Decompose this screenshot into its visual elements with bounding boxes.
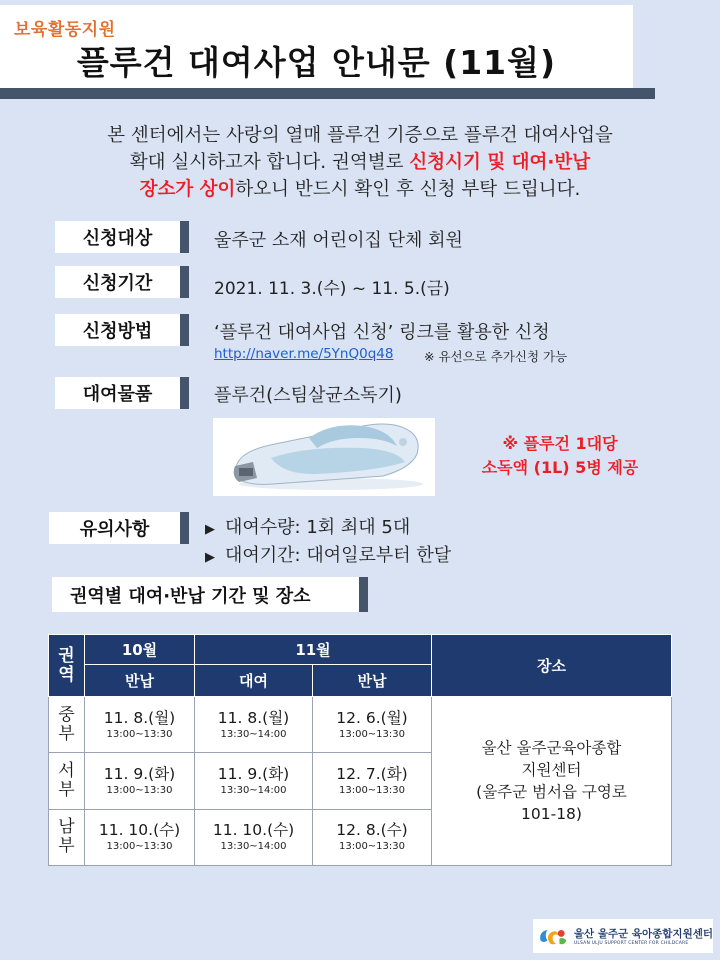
- time-text: 13:30~14:00: [220, 784, 287, 796]
- nov-rent-cell: [195, 697, 313, 753]
- item-value: 플루건(스팀살균소독기): [214, 385, 402, 406]
- time-text: 13:00~13:30: [106, 784, 173, 796]
- application-link[interactable]: http://naver.me/5YnQ0q48: [214, 346, 394, 362]
- date-text: 11. 8.(월): [103, 708, 176, 727]
- schedule-table: [48, 634, 672, 866]
- time-text: 13:00~13:30: [106, 841, 173, 853]
- oct-return-header: 반납: [85, 665, 195, 697]
- org-english-name: ULSAN ULJU SUPPORT CENTER FOR CHILDCARE: [573, 941, 689, 946]
- page-title: 플루건 대여사업 안내문 (11월): [76, 43, 557, 82]
- method-label: 신청방법: [55, 314, 189, 346]
- oct-return-cell: [85, 753, 195, 809]
- zone-text: 서부: [58, 760, 75, 800]
- zone-text: 중부: [58, 704, 75, 744]
- period-label: 신청기간: [55, 266, 189, 298]
- nov-header: 11월: [195, 635, 432, 665]
- intro-highlight-1: 신청시기 및 대여·반납: [409, 152, 591, 173]
- nov-rent-cell: [195, 809, 313, 865]
- title-bar: [0, 5, 633, 94]
- nov-rent-header: 대여: [195, 665, 313, 697]
- place-header: 장소: [432, 635, 672, 697]
- time-text: 13:30~14:00: [220, 841, 287, 853]
- date-text: 11. 10.(수): [212, 821, 295, 840]
- oct-return-cell: [85, 809, 195, 865]
- zone-cell: [49, 809, 85, 865]
- notes-list: [205, 515, 451, 571]
- method-value: ‘플루건 대여사업 신청’ 링크를 활용한 신청: [214, 322, 550, 343]
- org-logo: [533, 919, 713, 953]
- flugun-device-image: [213, 418, 435, 496]
- date-text: 12. 7.(화): [336, 764, 408, 783]
- zone-text: 남부: [58, 817, 75, 857]
- place-line: 지원센터: [521, 761, 582, 779]
- intro-line-3-text: 하오니 반드시 확인 후 신청 부탁 드립니다.: [235, 179, 581, 200]
- item-label: 대여물품: [55, 377, 189, 409]
- org-logo-icon: [537, 923, 570, 949]
- schedule-heading: 권역별 대여·반납 기간 및 장소: [52, 577, 368, 612]
- target-label: 신청대상: [55, 221, 189, 253]
- zone-cell: [49, 697, 85, 753]
- date-text: 11. 9.(화): [217, 764, 290, 783]
- table-row: [49, 697, 672, 753]
- date-text: 11. 8.(월): [217, 708, 290, 727]
- nov-rent-cell: [195, 753, 313, 809]
- triangle-bullet-icon: ▶: [205, 522, 215, 537]
- intro-line-2-text: 확대 실시하고자 합니다. 권역별로: [129, 152, 410, 173]
- place-line: 101-18): [521, 805, 582, 823]
- zone-cell: [49, 753, 85, 809]
- bonus-line-2: 소독액 (1L) 5병 제공: [481, 458, 639, 477]
- time-text: 13:00~13:30: [338, 841, 405, 853]
- notes-item-text: 대여수량: 1회 최대 5대: [225, 517, 411, 538]
- period-value: 2021. 11. 3.(수) ~ 11. 5.(금): [214, 279, 450, 299]
- title-accent-bar: [0, 88, 655, 99]
- notes-item: [205, 515, 451, 543]
- notes-label: 유의사항: [49, 512, 189, 544]
- date-text: 11. 9.(화): [103, 764, 176, 783]
- nov-return-cell: [313, 753, 432, 809]
- intro-line-3: [30, 176, 690, 203]
- date-text: 12. 8.(수): [336, 821, 408, 840]
- notes-item: [205, 543, 451, 571]
- nov-return-cell: [313, 697, 432, 753]
- bonus-line-1: ※ 플루건 1대당: [502, 434, 618, 453]
- date-text: 11. 10.(수): [98, 821, 181, 840]
- oct-header: 10월: [85, 635, 195, 665]
- nov-return-cell: [313, 809, 432, 865]
- oct-return-cell: [85, 697, 195, 753]
- place-cell: [432, 697, 672, 866]
- intro-highlight-2: 장소가 상이: [139, 179, 236, 200]
- time-text: 13:00~13:30: [338, 784, 405, 796]
- method-note: ※ 유선으로 추가신청 가능: [424, 349, 568, 364]
- intro-line-1: 본 센터에서는 사랑의 열매 플루건 기증으로 플루건 대여사업을: [107, 125, 613, 146]
- target-value: 울주군 소재 어린이집 단체 회원: [214, 230, 463, 251]
- nov-return-header: 반납: [313, 665, 432, 697]
- place-line: (울주군 범서읍 구영로: [476, 783, 627, 801]
- notes-item-text: 대여기간: 대여일로부터 한달: [225, 545, 452, 566]
- category-label: 보육활동지원: [14, 20, 116, 40]
- zone-header: [49, 635, 85, 697]
- intro-line-2: [30, 149, 690, 176]
- date-text: 12. 6.(월): [336, 708, 408, 727]
- intro-paragraph: [30, 122, 690, 203]
- time-text: 13:00~13:30: [106, 728, 173, 740]
- bonus-note: [440, 432, 680, 480]
- place-line: 울산 울주군육아종합: [481, 739, 622, 757]
- time-text: 13:30~14:00: [220, 728, 287, 740]
- zone-header-text: 권역: [58, 645, 75, 685]
- org-name: 울산 울주군 육아종합지원센터: [573, 928, 713, 940]
- triangle-bullet-icon: ▶: [205, 550, 215, 565]
- org-logo-text-block: [574, 926, 713, 946]
- time-text: 13:00~13:30: [338, 728, 405, 740]
- product-image: [213, 418, 435, 496]
